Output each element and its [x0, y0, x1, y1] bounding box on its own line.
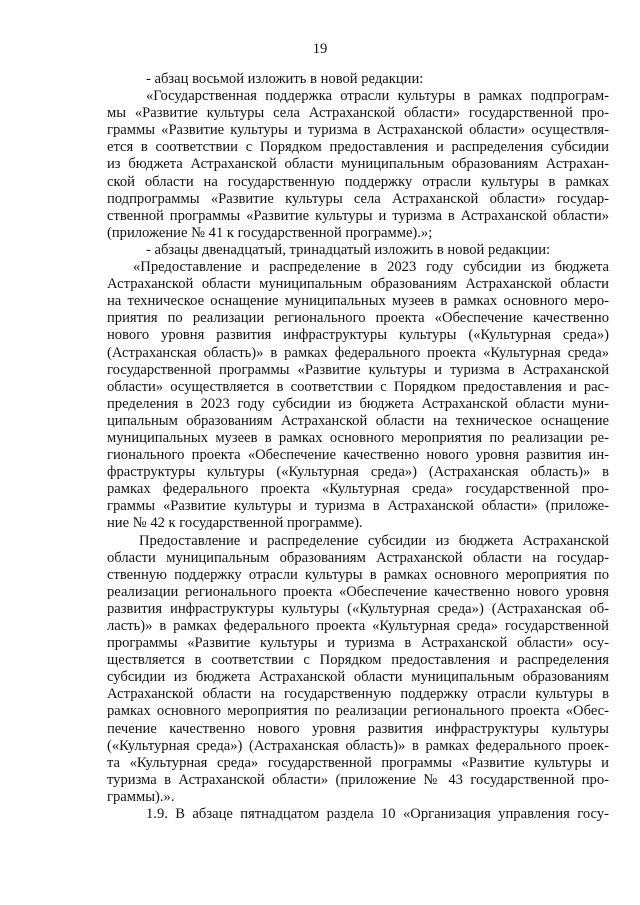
text-line: рамках федерального проекта «Культурная среда» государственной про-	[107, 481, 609, 498]
text-line: «Государственная поддержка отрасли культуры в рамках подпрограм-	[146, 88, 609, 105]
text-line: ется в соответствии с Порядком предоставления и распределения субсидии	[107, 139, 609, 156]
text-line: государственной программы «Развитие культуры и туризма в Астраханской	[107, 361, 609, 378]
text-line: граммы «Развитие культуры и туризма в Астраханской области» осуществля-	[107, 122, 609, 139]
text-line: ществляется в соответствии с Порядком предоставления и распределения	[107, 652, 609, 669]
text-line: - абзацы двенадцатый, тринадцатый изложить в новой редакции:	[146, 241, 551, 258]
text-line: области» осуществляется в соответствии с Порядком предоставления и рас-	[107, 378, 609, 395]
text-line: ципальным образованиям Астраханской области на техническое оснащение	[107, 412, 609, 429]
text-line: ние № 42 к государственной программе).	[107, 515, 363, 532]
text-line: Предоставление и распределение субсидии из бюджета Астраханской	[139, 532, 609, 549]
page-number: 19	[312, 41, 328, 57]
text-line: ственную поддержку отрасли культуры в рамках основного мероприятия по	[107, 566, 609, 583]
text-line: приятия по реализации регионального проекта «Обеспечение качественно	[107, 310, 609, 327]
text-line: граммы).».	[107, 788, 175, 805]
text-line: на техническое оснащение муниципальных музеев в рамках основного меро-	[107, 293, 609, 310]
text-line: печение качественно нового уровня развития инфраструктуры культуры	[107, 720, 609, 737]
text-line: программы «Развитие культуры и туризма в Астраханской области» осу-	[107, 635, 609, 652]
text-line: (приложение № 41 к государственной программе).»;	[107, 224, 433, 241]
text-line: из бюджета Астраханской области муниципальным образованиям Астрахан-	[107, 156, 609, 173]
text-line: граммы «Развитие культуры и туризма в Астраханской области» (приложе-	[107, 498, 609, 515]
text-line: - абзац восьмой изложить в новой редакции:	[146, 71, 424, 87]
text-line: (Астраханская область)» в рамках федерального проекта «Культурная среда»	[107, 344, 609, 361]
text-line: «Предоставление и распределение в 2023 году субсидии из бюджета	[133, 259, 609, 276]
text-line: гионального проекта «Обеспечение качественно нового уровня развития ин-	[107, 447, 609, 464]
text-line: ской области на государственную поддержку отрасли культуры в рамках	[107, 173, 609, 190]
text-line: та «Культурная среда» государственной программы «Развитие культуры и	[107, 754, 609, 771]
text-line: муниципальных музеев в рамках основного мероприятия по реализации ре-	[107, 429, 609, 446]
text-line: пределения в 2023 году субсидии из бюджета Астраханской области муни-	[107, 395, 609, 412]
text-line: ственной программы «Развитие культуры и туризма в Астраханской области»	[107, 207, 609, 224]
text-line: области муниципальным образованиям Астраханской области на государ-	[107, 549, 609, 566]
text-line: ласть)» в рамках федерального проекта «Культурная среда» государственной	[107, 618, 609, 634]
text-line: подпрограммы «Развитие культуры села Астраханской области» государ-	[107, 190, 609, 207]
text-line: 1.9. В абзаце пятнадцатом раздела 10 «Организация управления госу-	[146, 806, 609, 823]
text-line: реализации регионального проекта «Обеспечение качественно нового уровня	[107, 583, 609, 600]
text-line: Астраханской области муниципальным образованиям Астраханской области	[107, 276, 609, 293]
document-body	[107, 71, 609, 823]
text-line: мы «Развитие культуры села Астраханской области» государственной про-	[107, 105, 609, 122]
text-line: фраструктуры культуры («Культурная среда») (Астраханская область)» в	[107, 464, 609, 481]
text-line: рамках основного мероприятия по реализации регионального проекта «Обес-	[107, 703, 609, 720]
text-line: туризма в Астраханской области» (приложение № 43 государственной про-	[107, 771, 609, 788]
text-line: нового уровня развития инфраструктуры культуры («Культурная среда»)	[107, 327, 609, 344]
text-line: субсидии из бюджета Астраханской области муниципальным образованиям	[107, 669, 609, 686]
text-line: развития инфраструктуры культуры («Культурная среда») (Астраханская об-	[107, 600, 609, 617]
text-line: («Культурная среда») (Астраханская область)» в рамках федерального проек-	[107, 737, 609, 754]
text-line: Астраханской области на государственную поддержку отрасли культуры в	[107, 686, 609, 703]
